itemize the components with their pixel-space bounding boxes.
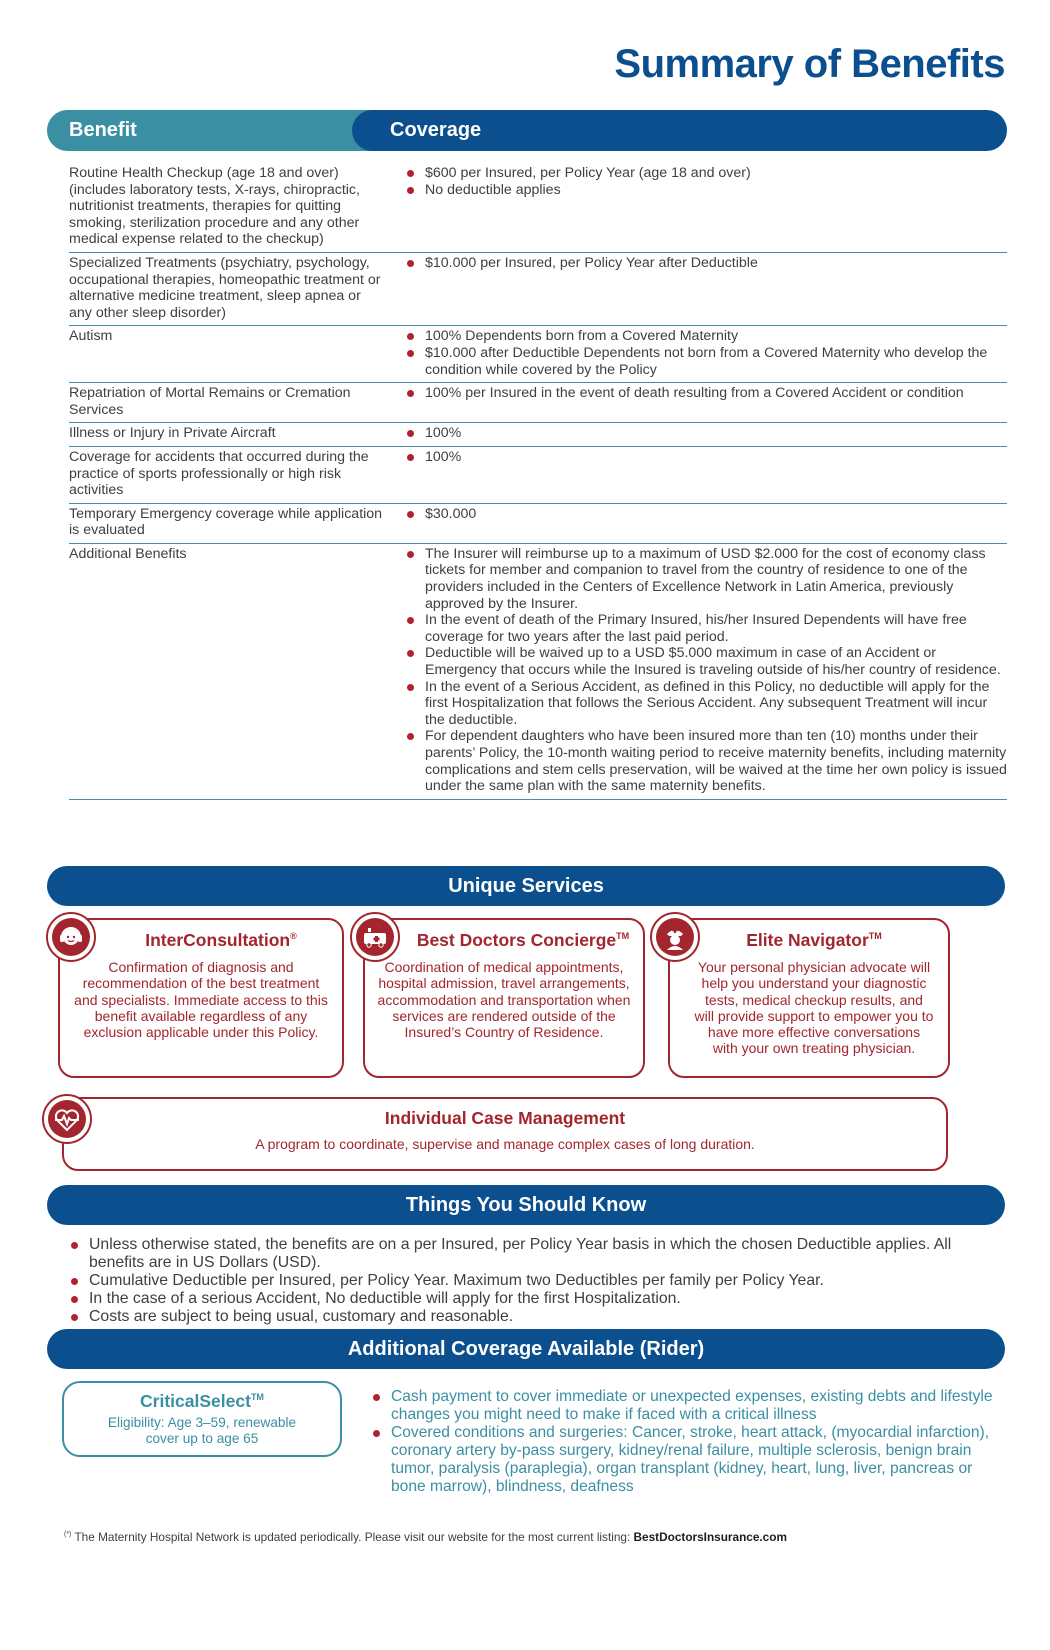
benefit-cell: Temporary Emergency coverage while application is evaluated [69,505,383,539]
nurse-icon [650,912,700,962]
card-text: A program to coordinate, supervise and manage complex cases of long duration. [255,1136,755,1152]
benefit-cell: Repatriation of Mortal Remains or Cremation Services [69,385,351,418]
card-title: Individual Case Management [384,1108,626,1128]
benefits-table [69,163,1007,800]
coverage-item: $10.000 per Insured, per Policy Year after Deductible [403,255,1007,272]
benefit-cell: Additional Benefits [69,545,187,562]
benefit-cell: Illness or Injury in Private Aircraft [69,425,276,442]
website-link[interactable]: BestDoctorsInsurance.com [633,1530,787,1544]
ambulance-icon [350,912,400,962]
coverage-item: 100% [403,425,1007,442]
benefit-column-header: Benefit [47,110,377,151]
coverage-cell [391,546,1007,795]
table-header [47,110,1007,151]
coverage-item: 100% Dependents born from a Covered Maternity [403,328,1007,345]
coverage-item: 100% [403,449,1007,466]
coverage-cell [391,425,1007,442]
footnote: (*) The Maternity Hospital Network is updated periodically. Please visit our website for the most current listing: BestDoctorsInsurance.com [64,1530,787,1544]
coverage-cell [391,449,1007,499]
list-item: Cumulative Deductible per Insured, per Policy Year. Maximum two Deductibles per family per Policy Year. [67,1272,997,1290]
rider-list [369,1388,1004,1496]
benefit-cell: Routine Health Checkup (age 18 and over) (includes laboratory tests, X-rays, chiropractic, nutritionist treatments, therapies for quitting smoking, sterilization procedure and any other medical expense related to the checkup) [69,165,360,248]
card-title: Best Doctors Concierge™ [416,930,630,950]
coverage-cell [391,165,1007,248]
things-to-know-list [67,1236,997,1326]
table-row [69,253,1007,326]
page-title: Summary of Benefits [614,42,1005,86]
benefit-cell: Coverage for accidents that occurred during the practice of sports professionally or high risk activities [69,448,369,499]
table-row [69,163,1007,253]
doctor-headset-icon [46,912,96,962]
coverage-item: $10.000 after Deductible Dependents not born from a Covered Maternity who develop the condition while covered by the Policy [403,345,1007,378]
card-title: Elite Navigator™ [746,930,882,950]
heartbeat-icon [42,1094,92,1144]
coverage-item: No deductible applies [403,182,1007,199]
unique-services-heading: Unique Services [47,866,1005,906]
elite-navigator-card [668,918,950,1078]
coverage-item: $30.000 [403,506,1007,523]
coverage-cell [391,328,1007,378]
benefit-cell: Specialized Treatments (psychiatry, psychology, occupational therapies, homeopathic treatment or alternative medicine treatment, sleep apnea or any other sleep disorder) [69,254,381,321]
table-row [69,447,1007,504]
criticalselect-box [62,1381,342,1457]
card-text: Coordination of medical appointments, hospital admission, travel arrangements, accommodation and transportation when services are rendered outside of the Insured’s Country of Residence. [377,959,631,1041]
coverage-cell [391,506,1007,539]
coverage-item: In the event of death of the Primary Insured, his/her Insured Dependents will have free coverage for two years after the last paid period. [403,612,1007,645]
concierge-card [363,918,645,1078]
table-row [69,383,1007,423]
rider-eligibility: Eligibility: Age 3–59, renewable cover up to age 65 [107,1415,297,1446]
rider-heading: Additional Coverage Available (Rider) [47,1329,1005,1369]
coverage-item: For dependent daughters who have been insured more than ten (10) months under their parents’ Policy, the 10-month waiting period to receive maternity benefits, including maternity complications and stem cells preservation, will be waived at the time her own policy is issued under the same plan with the same maternity benefits. [403,728,1007,794]
coverage-cell [391,255,1007,321]
case-management-card [62,1097,948,1171]
list-item: Covered conditions and surgeries: Cancer, stroke, heart attack, (myocardial infarction), coronary artery by-pass surgery, kidney/renal failure, multiple sclerosis, benign brain tumor, paralysis (paraplegia), organ transplant (kidney, heart, lung, liver, pancreas or bone marrow), blindness, deafness [369,1424,1004,1496]
coverage-item: In the event of a Serious Accident, as defined in this Policy, no deductible will apply for the first Hospitalization that follows the Serious Accident. Any subsequent Treatment will incur the deductible. [403,679,1007,729]
card-text: Your personal physician advocate will help you understand your diagnostic tests, medical checkup results, and will provide support to empower you to have more effective conversations with your own treating physician. [694,959,934,1057]
coverage-column-header: Coverage [352,110,1007,151]
coverage-item: 100% per Insured in the event of death resulting from a Covered Accident or condition [403,385,1007,402]
coverage-item: $600 per Insured, per Policy Year (age 18 and over) [403,165,1007,182]
list-item: Unless otherwise stated, the benefits are on a per Insured, per Policy Year basis in which the chosen Deductible applies. All benefits are in US Dollars (USD). [67,1236,997,1272]
table-row [69,423,1007,447]
things-to-know-heading: Things You Should Know [47,1185,1005,1225]
card-text: Confirmation of diagnosis and recommendation of the best treatment and specialists. Immediate access to this benefit available regardless of any exclusion applicable under this Policy. [74,959,328,1041]
table-row [69,326,1007,383]
list-item: Costs are subject to being usual, customary and reasonable. [67,1308,997,1326]
card-title: InterConsultation® [145,930,297,950]
table-row [69,504,1007,544]
list-item: In the case of a serious Accident, No deductible will apply for the first Hospitalization. [67,1290,997,1308]
rider-name: CriticalSelect™ [140,1391,264,1411]
table-row [69,544,1007,800]
interconsultation-card [58,918,344,1078]
benefit-cell: Autism [69,328,113,345]
coverage-cell [391,385,1007,418]
coverage-item: Deductible will be waived up to a USD $5.000 maximum in case of an Accident or Emergency that occurs while the Insured is traveling outside of his/her country of residence. [403,645,1007,678]
list-item: Cash payment to cover immediate or unexpected expenses, existing debts and lifestyle changes you might need to make if faced with a critical illness [369,1388,1004,1424]
coverage-item: The Insurer will reimburse up to a maximum of USD $2.000 for the cost of economy class tickets for member and companion to travel from the country of residence to one of the providers included in the Centers of Excellence Network in Latin America, previously approved by the Insurer. [403,546,1007,612]
